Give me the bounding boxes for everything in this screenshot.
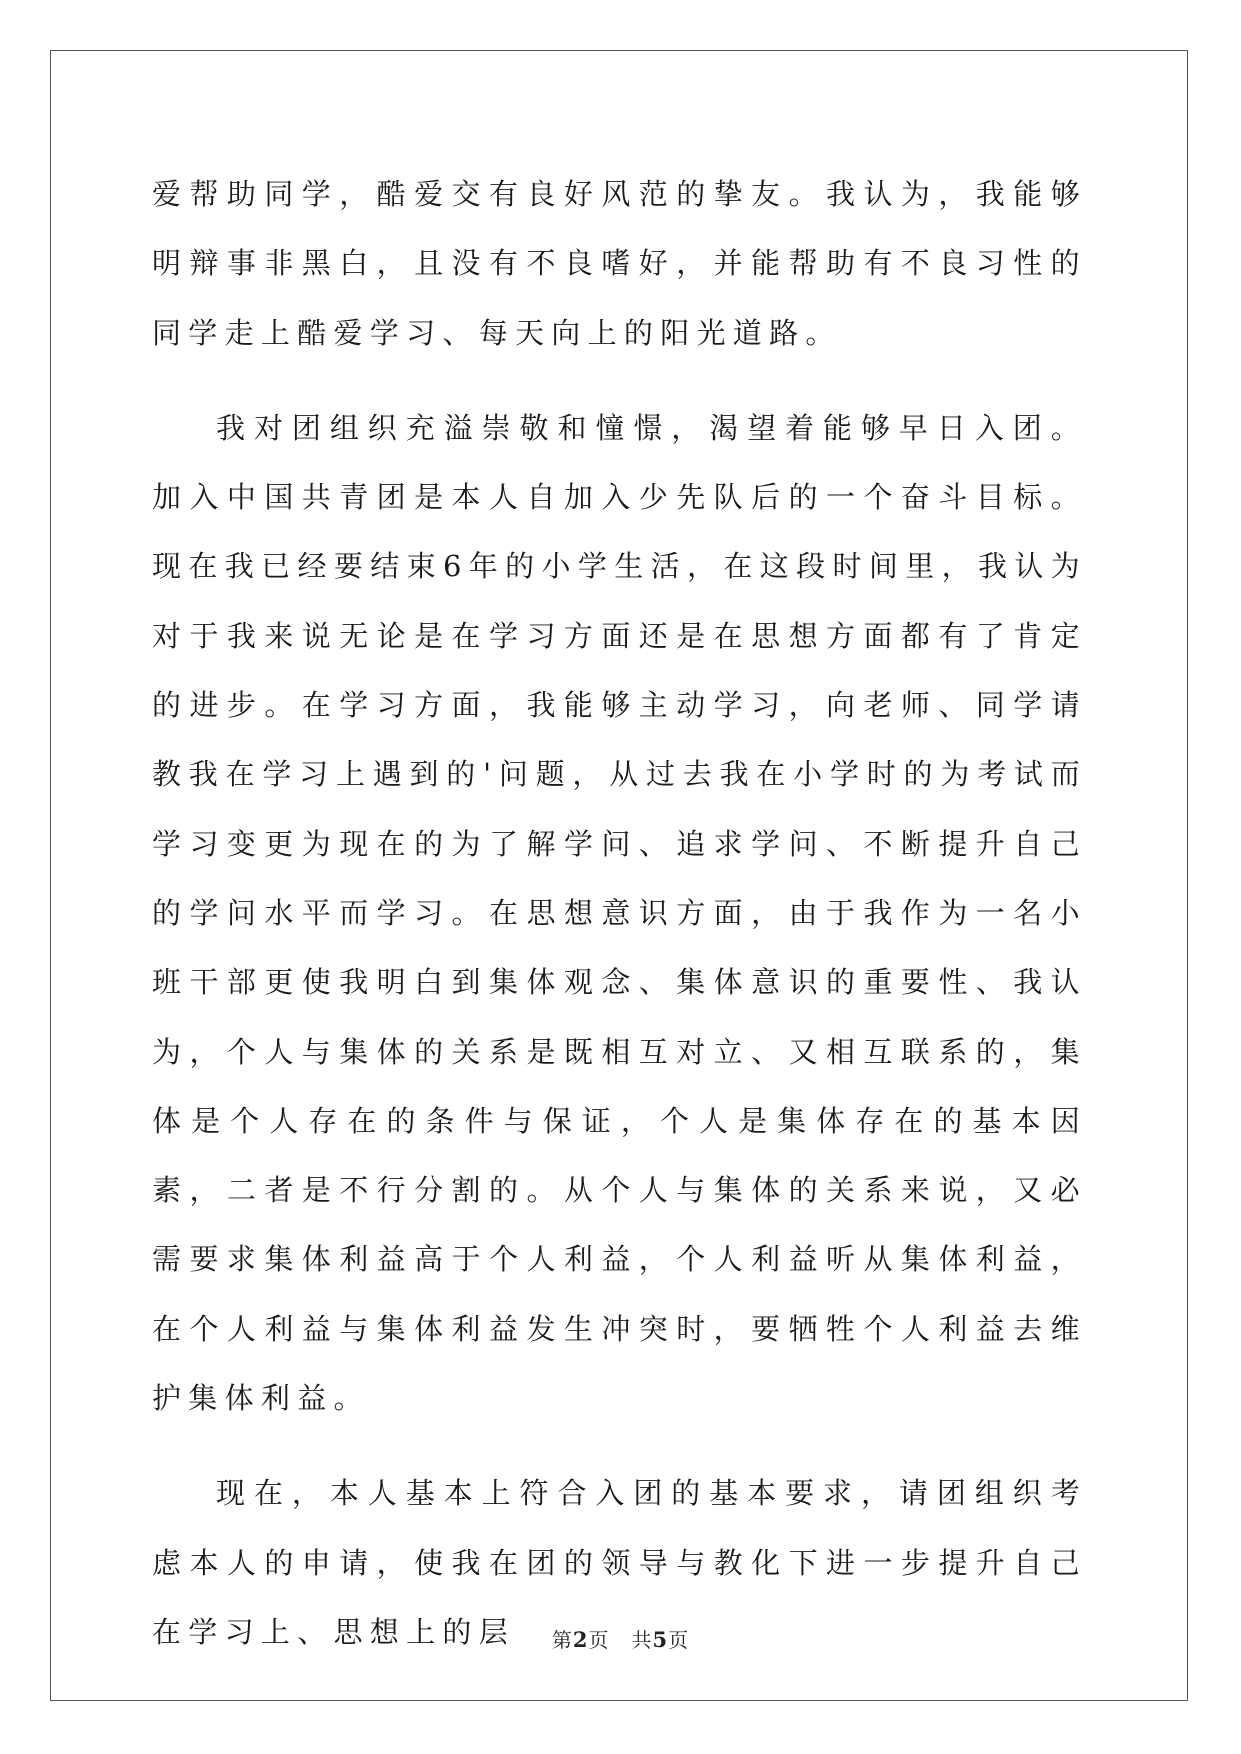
page-footer	[0, 1624, 1241, 1653]
total-suffix: 页	[668, 1628, 690, 1652]
page-prefix: 第	[551, 1628, 573, 1652]
paragraph-3: 现在，本人基本上符合入团的基本要求，请团组织考虑本人的申请，使我在团的领导与教化下进一步提升自己在学习上、思想上的层	[152, 1476, 1087, 1649]
page-current: 2	[572, 1627, 589, 1652]
document-body	[152, 160, 1087, 1667]
total-prefix: 共	[631, 1628, 653, 1652]
page-total: 5	[652, 1627, 669, 1652]
page-suffix: 页	[588, 1628, 610, 1652]
paragraph-2: 我对团组织充溢崇敬和憧憬，渴望着能够早日入团。加入中国共青团是本人自加入少先队后的一个奋斗目标。现在我已经要结束6年的小学生活，在这段时间里，我认为对于我来说无论是在学习方面还是在思想方面都有了肯定的进步。在学习方面，我能够主动学习，向老师、同学请教我在学习上遇到的'问题，从过去我在小学时的为考试而学习变更为现在的为了解学问、追求学问、不断提升自己的学问水平而学习。在思想意识方面，由于我作为一名小班干部更使我明白到集体观念、集体意识的重要性、我认为，个人与集体的关系是既相互对立、又相互联系的，集体是个人存在的条件与保证，个人是集体存在的基本因素，二者是不行分割的。从个人与集体的关系来说，又必需要求集体利益高于个人利益，个人利益听从集体利益，在个人利益与集体利益发生冲突时，要牺牲个人利益去维护集体利益。	[152, 410, 1087, 1416]
paragraph-1: 爱帮助同学，酷爱交有良好风范的挚友。我认为，我能够明辩事非黑白，且没有不良嗜好，并能帮助有不良习性的同学走上酷爱学习、每天向上的阳光道路。	[152, 177, 1087, 350]
